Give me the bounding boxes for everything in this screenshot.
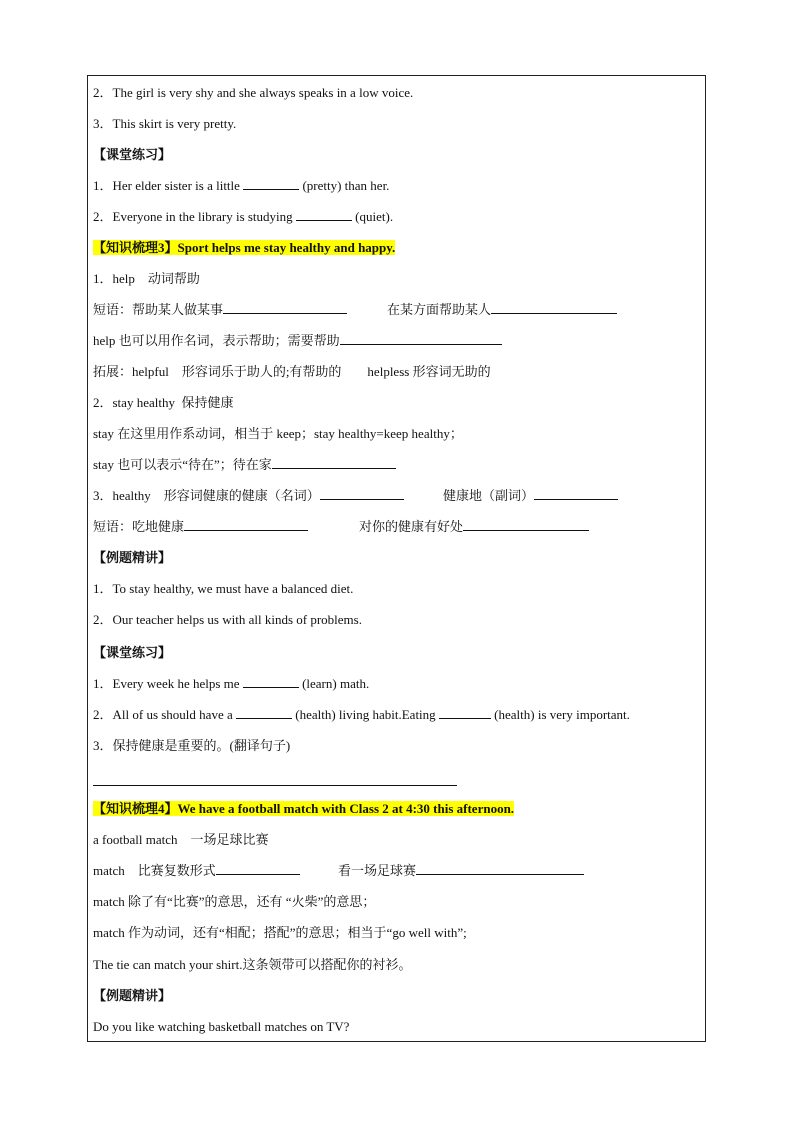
knowledge-heading-3 [93,239,395,257]
healthy-adverb [443,487,618,505]
exercise-4 [93,706,630,724]
answer-blank[interactable] [340,332,502,345]
note-text: 健康地（副词） [443,488,535,503]
match-meaning-note: match 除了有“比赛”的意思，还有 “火柴”的意思； [93,894,376,909]
highlighted-heading: 【知识梳理3】Sport helps me stay healthy and happy. [93,240,396,255]
section-heading-examples-2: 【例题精讲】 [93,988,172,1003]
translation-exercise: 3．保持健康是重要的。(翻译句子) [93,738,291,753]
exercise-text: 1．Her elder sister is a little [93,178,244,193]
section-heading-practice-2: 【课堂练习】 [93,645,172,660]
answer-blank[interactable] [491,301,617,314]
phrase-label: 短语：帮助某人做某事 [93,302,224,317]
vocab-stay-healthy: 2．stay healthy 保持健康 [93,395,234,410]
answer-blank[interactable] [223,301,347,314]
example-sentence-2b: 2．Our teacher helps us with all kinds of problems. [93,612,362,627]
highlighted-heading: 【知识梳理4】We have a football match with Class 2 at 4:30 this afternoon. [93,801,515,816]
answer-blank[interactable] [243,177,299,190]
phrase-eat-healthy [93,518,308,536]
section-heading-practice: 【课堂练习】 [93,147,172,162]
exercise-1 [93,177,389,195]
vocab-help: 1．help 动词帮助 [93,271,200,286]
answer-blank[interactable] [416,862,584,875]
extension-line: 拓展：helpful 形容词乐于助人的;有帮助的 helpless 形容词无助的 [93,364,491,379]
phrase-help-2 [387,301,617,319]
stay-note: stay 在这里用作系动词，相当于 keep；stay healthy=keep healthy； [93,426,463,441]
note-text: match 比赛复数形式 [93,863,216,878]
example-question: Do you like watching basketball matches on TV? [93,1019,350,1034]
answer-blank[interactable] [534,487,618,500]
answer-blank[interactable] [184,518,308,531]
note-text: 看一场足球赛 [338,863,417,878]
translation-answer-line[interactable] [93,785,457,786]
match-plural-line [93,862,300,880]
example-sentence-1: 1．To stay healthy, we must have a balanced diet. [93,581,354,596]
note-text: stay 也可以表示“待在”；待在家 [93,457,272,472]
note-text: 3．healthy 形容词健康的健康（名词） [93,488,320,503]
example-sentence-3: 3．This skirt is very pretty. [93,116,237,131]
exercise-text: 2．All of us should have a [93,707,236,722]
exercise-2 [93,208,393,226]
exercise-text: (pretty) than her. [299,178,390,193]
exercise-text: (health) is very important. [490,707,630,722]
exercise-text: 1．Every week he helps me [93,676,243,691]
answer-blank[interactable] [320,487,404,500]
match-example: The tie can match your shirt.这条领带可以搭配你的衬衫。 [93,957,412,972]
exercise-text: (learn) math. [298,676,370,691]
exercise-3 [93,675,369,693]
exercise-text: 2．Everyone in the library is studying [93,209,296,224]
answer-blank[interactable] [236,706,292,719]
phrase-help-line [93,301,347,319]
answer-blank[interactable] [296,208,352,221]
phrase-label: 对你的健康有好处 [359,519,464,534]
answer-blank[interactable] [463,518,589,531]
match-verb-note: match 作为动词，还有“相配；搭配”的意思；相当于“go well with”; [93,925,467,940]
stay-home-line [93,456,396,474]
example-sentence-2: 2．The girl is very shy and she always speaks in a low voice. [93,85,414,100]
answer-blank[interactable] [439,706,491,719]
phrase-good-for-health [359,518,589,536]
help-noun-line [93,332,502,350]
exercise-text: (quiet). [351,209,394,224]
section-heading-examples: 【例题精讲】 [93,550,172,565]
watch-match-line [338,862,584,880]
answer-blank[interactable] [216,862,300,875]
exercise-text: (health) living habit.Eating [291,707,439,722]
knowledge-heading-4 [93,800,514,818]
healthy-line [93,487,404,505]
phrase-label: 在某方面帮助某人 [387,302,492,317]
answer-blank[interactable] [272,456,396,469]
phrase-label: 短语：吃地健康 [93,519,185,534]
vocab-football-match: a football match 一场足球比赛 [93,832,269,847]
note-text: help 也可以用作名词，表示帮助；需要帮助 [93,333,340,348]
answer-blank[interactable] [243,675,299,688]
